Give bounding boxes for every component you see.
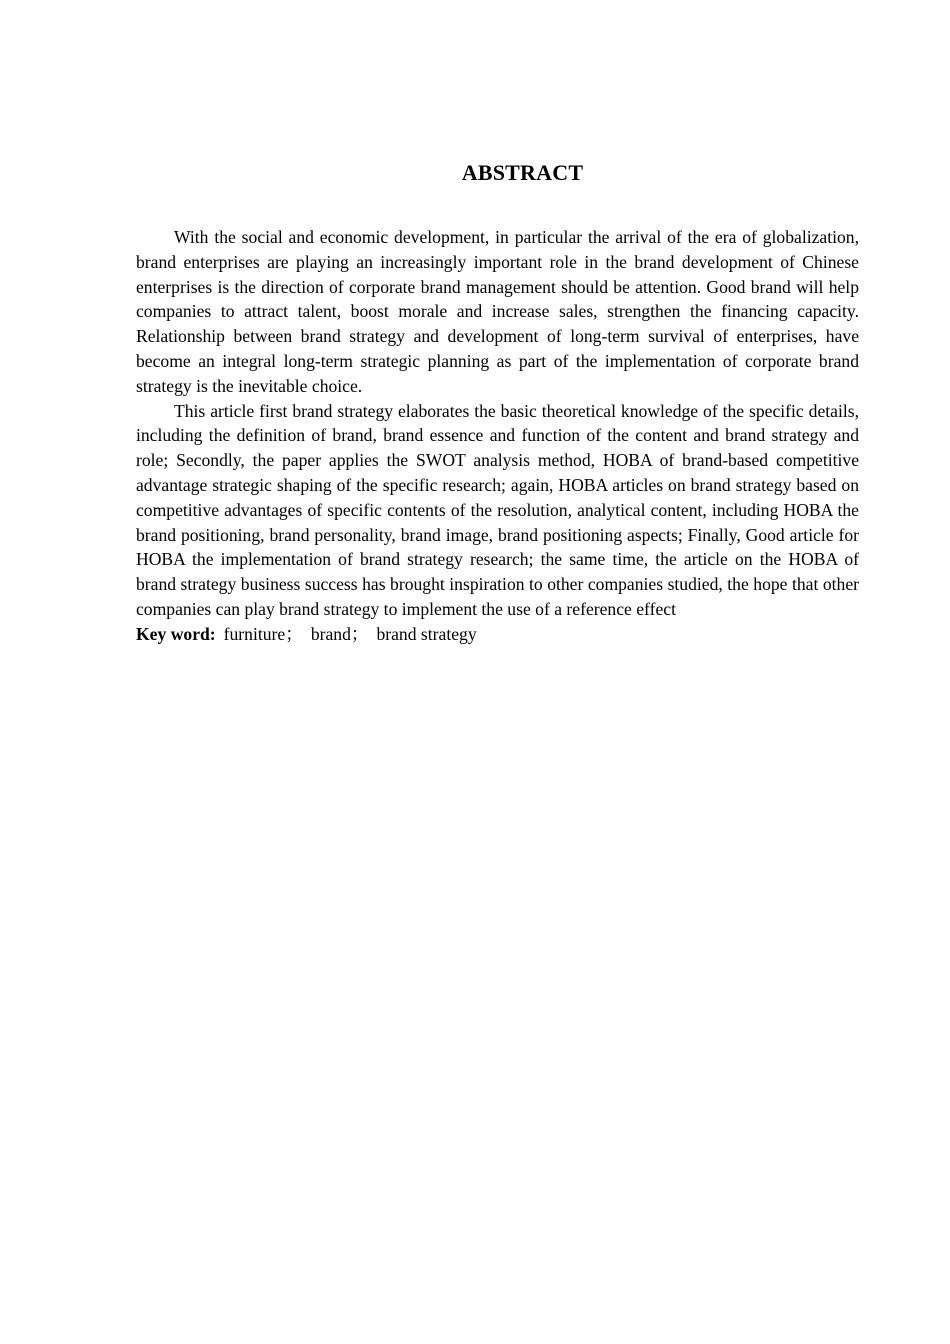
keyword-2: brand；	[310, 623, 369, 644]
abstract-paragraph-1: With the social and economic development, in particular the arrival of the era of globalization, brand enterprises are playing an increasingly important role in the brand development of Chinese enterprises is the direction of corporate brand management should be attention. Good brand will help companies to attract talent, boost morale and increase sales, strengthen the financing capacity. Relationship between brand strategy and development of long-term survival of enterprises, have become an integral long-term strategic planning as part of the implementation of corporate brand strategy is the inevitable choice.	[136, 227, 859, 396]
abstract-paragraph-2: This article first brand strategy elaborates the basic theoretical knowledge of the specific details, including the definition of brand, brand essence and function of the content and brand strategy and role; Secondly, the paper applies the SWOT analysis method, HOBA of brand-based competitive advantage strategic shaping of the specific research; again, HOBA articles on brand strategy based on competitive advantages of specific contents of the resolution, analytical content, including HOBA the brand positioning, brand personality, brand image, brand positioning aspects; Finally, Good article for HOBA the implementation of brand strategy research; the same time, the article on the HOBA of brand strategy business success has brought inspiration to other companies studied, the hope that other companies can play brand strategy to implement the use of a reference effect	[136, 400, 859, 619]
abstract-body	[136, 225, 859, 647]
keywords-line	[136, 622, 859, 647]
abstract-title: ABSTRACT	[461, 160, 584, 185]
keyword-1: furniture；	[223, 623, 303, 644]
keywords-label: Key word:	[136, 623, 216, 644]
keyword-3: brand strategy	[376, 623, 477, 644]
